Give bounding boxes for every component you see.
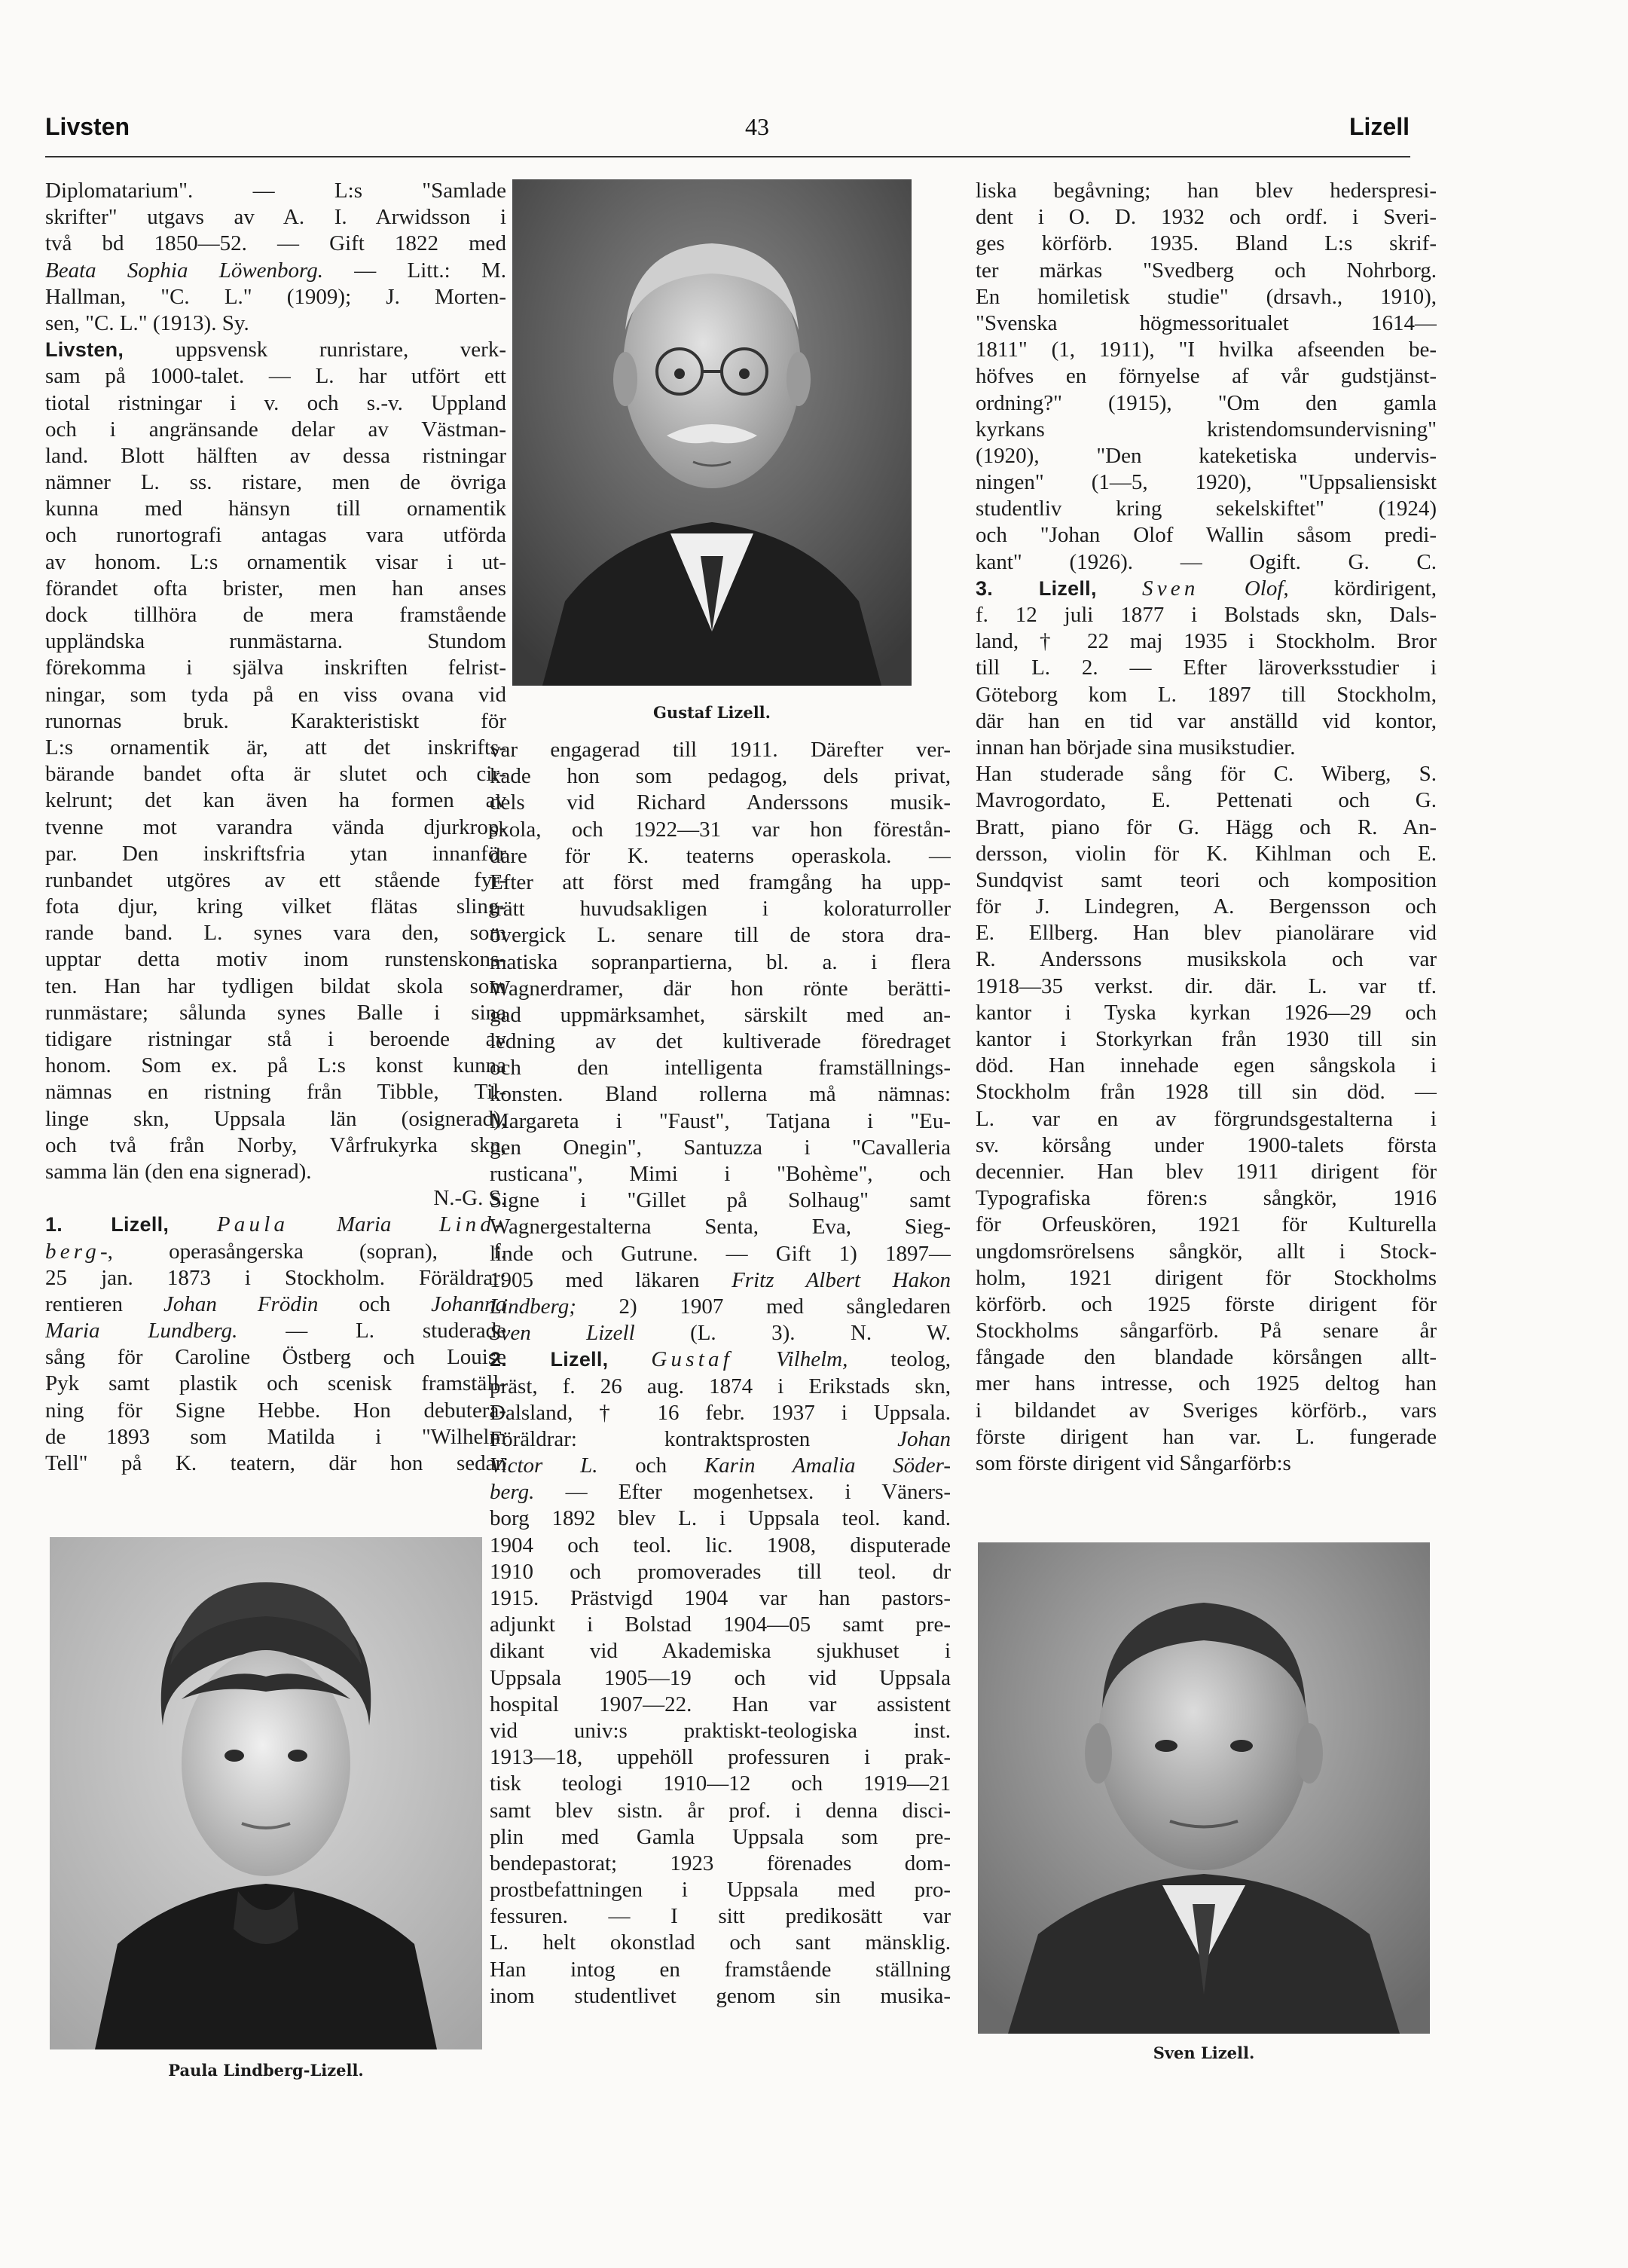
italic-text: Maria Lundberg. [45, 1319, 238, 1343]
text-line: prostbefattningen i Uppsala med pro- [490, 1878, 951, 1903]
text-line: sen, "C. L." (1913). Sy. [45, 310, 249, 335]
italic-text: Victor L. [490, 1453, 598, 1478]
text-line: nämnas en ristning från Tibble, Til- [45, 1080, 506, 1105]
text-line: och den intelligenta framställnings- [490, 1056, 951, 1081]
page-number: 43 [745, 113, 769, 140]
text-line: berg. — Efter mogenhetsex. i Väners- [490, 1480, 951, 1505]
italic-text: Lindberg; [490, 1294, 576, 1319]
text-line: tisk teologi 1910—12 och 1919—21 [490, 1771, 951, 1796]
text-line: kelrunt; det kan även ha formen av [45, 788, 506, 813]
text-line: som förste dirigent vid Sångarförb:s [976, 1451, 1291, 1475]
italic-text: Sven Lizell [490, 1321, 635, 1346]
text-line: ges körförb. 1935. Bland L:s skrif- [976, 231, 1437, 256]
text-line: ungdomsrörelsens sångkör, allt i Stock- [976, 1239, 1437, 1264]
text-line: 1915. Prästvigd 1904 var han pastors- [490, 1586, 951, 1610]
text-line: ledning av det kultiverade föredraget [490, 1029, 951, 1054]
text-line: Föräldrar: kontraktsprosten Johan [490, 1426, 951, 1451]
text-line: linge skn, Uppsala län (osignerad), [45, 1106, 506, 1131]
text-line: kantor i Storkyrkan från 1930 till sin [976, 1027, 1437, 1051]
text-line: till L. 2. — Efter läroverksstudier i [976, 656, 1437, 680]
text-line: två bd 1850—52. — Gift 1822 med [45, 231, 506, 256]
running-head-right: Lizell [1349, 113, 1410, 140]
text-line: dare för K. teaterns operaskola. — [490, 843, 951, 868]
text-line: inom studentlivet genom sin musika- [490, 1983, 951, 2008]
text-line: Diplomatarium". — L:s "Samlade [45, 179, 506, 203]
text-line: plin med Gamla Uppsala som pre- [490, 1824, 951, 1849]
spaced-name: Lind- [439, 1212, 506, 1237]
text-line: trätt huvudsakligen i koloraturroller [490, 897, 951, 922]
text-line: samma län (den ena signerad). [45, 1159, 312, 1184]
text-line: samt blev sistn. år prof. i denna disci- [490, 1798, 951, 1823]
text-line: Han intog en framstående ställning [490, 1957, 951, 1982]
text-column-left [45, 178, 506, 1477]
text-line: förekomma i själva inskriften felrist- [45, 656, 506, 680]
text-line: bendepastorat; 1923 förenades dom- [490, 1851, 951, 1875]
portrait-paula-image [50, 1537, 482, 2049]
text-line: holm, 1921 dirigent för Stockholms [976, 1265, 1437, 1290]
text-line: förste dirigent han var. L. fungerade [976, 1424, 1437, 1449]
entry-heading: Livsten, [45, 338, 124, 362]
text-line: ning för Signe Hebbe. Hon debutera- [45, 1398, 506, 1423]
text-line: skrifter" utgavs av A. I. Arwidsson i [45, 205, 506, 230]
portrait-sven-lizell [978, 1542, 1430, 2034]
spaced-name: Gustaf [651, 1347, 734, 1372]
text-column-middle [490, 737, 951, 2010]
text-line: dock tillhöra de mera framstående [45, 603, 506, 627]
text-line: fota djur, kring vilket flätas sling- [45, 894, 506, 919]
text-line: L:s ornamentik är, att det inskrifts- [45, 735, 506, 760]
caption-paula: Paula Lindberg-Lizell. [168, 2061, 364, 2080]
text-line: hospital 1907—22. Han var assistent [490, 1692, 951, 1716]
text-line: kyrkans kristendomsundervisning" [976, 417, 1437, 442]
text-line: rande band. L. synes vara den, som [45, 921, 506, 946]
text-line: innan han började sina musikstudier. [976, 735, 1296, 760]
text-line: dels vid Richard Anderssons musik- [490, 790, 951, 815]
text-line: Bratt, piano för G. Hägg och R. An- [976, 815, 1437, 839]
portrait-gustaf-lizell [512, 179, 912, 686]
text-line: nämner L. ss. ristare, men de övriga [45, 470, 506, 495]
text-line: Signe i "Gillet på Solhaug" samt [490, 1188, 951, 1213]
text-line: Efter att först med framgång ha upp- [490, 870, 951, 894]
text-line: sång för Caroline Östberg och Louise [45, 1345, 506, 1370]
text-line: 1910 och promoverades till teol. dr [490, 1559, 951, 1584]
text-line: runbandet utgöres av ett stående fyr- [45, 867, 506, 892]
spaced-name: Sven [1141, 576, 1199, 601]
text-line: fångade den blandade körsången allt- [976, 1345, 1437, 1370]
spaced-name: Paula [216, 1212, 289, 1237]
text-line: 2. Lizell, Gustaf Vilhelm, teolog, [490, 1347, 951, 1372]
text-line: R. Anderssons musikskola och var [976, 947, 1437, 972]
text-line: E. Ellberg. Han blev pianolärare vid [976, 921, 1437, 946]
text-line: rentieren Johan Frödin och Johanna [45, 1291, 506, 1316]
text-line: för J. Lindegren, A. Bergensson och [976, 894, 1437, 919]
caption-sven: Sven Lizell. [1153, 2043, 1255, 2062]
portrait-sven-image [978, 1542, 1430, 2034]
text-line: Lindberg; 2) 1907 med sångledaren [490, 1294, 951, 1319]
text-line: för Orfeuskören, 1921 för Kulturella [976, 1212, 1437, 1237]
text-line: L. var en av förgrundsgestalterna i [976, 1106, 1437, 1131]
text-line: övergick L. senare till de stora dra- [490, 923, 951, 948]
text-line: decennier. Han blev 1911 dirigent för [976, 1159, 1437, 1184]
text-line: Pyk samt plastik och scenisk framställ- [45, 1371, 506, 1396]
text-line: Margareta i "Faust", Tatjana i "Eu- [490, 1108, 951, 1133]
text-line: sv. körsång under 1900-talets första [976, 1132, 1437, 1157]
text-line: Beata Sophia Löwenborg. — Litt.: M. [45, 258, 506, 283]
text-line: par. Den inskriftsfria ytan innanför [45, 841, 506, 866]
text-line: 1905 med läkaren Fritz Albert Hakon [490, 1267, 951, 1292]
text-line: av honom. L:s ornamentik visar i ut- [45, 549, 506, 574]
text-line: honom. Som ex. på L:s konst kunna [45, 1053, 506, 1078]
text-line: bärande bandet ofta är slutet och cir- [45, 762, 506, 787]
text-line: Typografiska fören:s sångkör, 1916 [976, 1186, 1437, 1211]
text-line: berg-, operasångerska (sopran), f. [45, 1239, 506, 1264]
text-line: död. Han innehade egen sångskola i [976, 1053, 1437, 1078]
text-line: Victor L. och Karin Amalia Söder- [490, 1453, 951, 1478]
text-line: de 1893 som Matilda i "Wilhelm [45, 1424, 506, 1449]
text-line: sam på 1000-talet. — L. har utfört ett [45, 364, 506, 389]
entry-heading: 1. Lizell, [45, 1213, 170, 1236]
text-line [45, 1212, 506, 1238]
text-line: kade hon som pedagog, dels privat, [490, 764, 951, 789]
text-line: ordning?" (1915), "Om den gamla [976, 390, 1437, 415]
text-line: kantor i Tyska kyrkan 1926—29 och [976, 1000, 1437, 1025]
text-line: vid univ:s praktiskt-teologiska inst. [490, 1718, 951, 1743]
text-line: f. 12 juli 1877 i Bolstads skn, Dals- [976, 603, 1437, 627]
text-line: i bildandet av Sveriges körförb., vars [976, 1398, 1437, 1423]
text-line: skola, och 1922—31 var hon förestån- [490, 817, 951, 842]
text-line: körförb. och 1925 förste dirigent för [976, 1291, 1437, 1316]
entry-heading: 2. Lizell, [490, 1348, 609, 1371]
italic-text: Beata Sophia Löwenborg. [45, 258, 324, 283]
text-line: dikant vid Akademiska sjukhuset i [490, 1639, 951, 1664]
text-line: rusticana", Mimi i "Bohème", och [490, 1162, 951, 1186]
text-line: dent i O. D. 1932 och ordf. i Sveri- [976, 205, 1437, 230]
text-line: ten. Han har tydligen bildat skola som [45, 974, 506, 998]
text-line: En homiletisk studie" (drsavh., 1910), [976, 284, 1437, 309]
text-line: borg 1892 blev L. i Uppsala teol. kand. [490, 1506, 951, 1531]
italic-text: Johan Frödin [163, 1291, 319, 1316]
text-line: L. helt okonstlad och sant mänsklig. [490, 1930, 951, 1955]
text-line: Han studerade sång för C. Wiberg, S. [976, 762, 1437, 787]
text-line: var engagerad till 1911. Därefter ver- [490, 738, 951, 762]
text-line: 1913—18, uppehöll professuren i prak- [490, 1745, 951, 1770]
text-line: mer hans intresse, och 1925 deltog han [976, 1371, 1437, 1396]
text-column-right [976, 178, 1437, 1477]
text-line: Sundqvist samt teori och komposition [976, 867, 1437, 892]
italic-text: Johanna [431, 1291, 506, 1316]
text-line: ningar, som tyda på en viss ovana vid [45, 682, 506, 707]
text-line: matiska sopranpartierna, bl. a. i flera [490, 949, 951, 974]
text-line: ter märkas "Svedberg och Nohrborg. [976, 258, 1437, 283]
text-line: tvenne mot varandra vända djurkrop- [45, 815, 506, 839]
text-line: Hallman, "C. L." (1909); J. Morten- [45, 284, 506, 309]
text-line: Dalsland, † 16 febr. 1937 i Uppsala. [490, 1400, 951, 1425]
text-line: tiotal ristningar i v. och s.-v. Uppland [45, 390, 506, 415]
text-line: N.-G. S. [433, 1186, 506, 1211]
text-line: och "Johan Olof Wallin såsom predi- [976, 523, 1437, 548]
text-line: Livsten, uppsvensk runristare, verk- [45, 338, 506, 362]
text-line: kant" (1926). — Ogift. G. C. [976, 549, 1437, 574]
text-line: gad uppmärksamhet, särskilt med an- [490, 1002, 951, 1027]
text-line: 1811" (1, 1911), "I hvilka afseenden be- [976, 338, 1437, 362]
text-line: runornas bruk. Karakteristiskt för [45, 708, 506, 733]
text-line: Tell" på K. teatern, där hon sedan [45, 1451, 506, 1475]
text-line: där han en tid var anställd vid kontor, [976, 708, 1437, 733]
text-line: runmästare; sålunda synes Balle i sina [45, 1000, 506, 1025]
text-line: linde och Gutrune. — Gift 1) 1897— [490, 1241, 951, 1266]
text-line: Uppsala 1905—19 och vid Uppsala [490, 1665, 951, 1690]
spaced-name: berg [45, 1239, 100, 1264]
text-line: 3. Lizell, Sven Olof, kördirigent, [976, 576, 1437, 601]
text-line: höfves en förnyelse af vår gudstjänst- [976, 364, 1437, 389]
text-line: präst, f. 26 aug. 1874 i Erikstads skn, [490, 1374, 951, 1398]
text-line: Sven Lizell (L. 3). N. W. [490, 1321, 951, 1346]
text-line: 1904 och teol. lic. 1908, disputerade [490, 1533, 951, 1557]
text-line: land, † 22 maj 1935 i Stockholm. Bror [976, 629, 1437, 654]
italic-text: berg. [490, 1480, 535, 1505]
text-line: och i angränsande delar av Västman- [45, 417, 506, 442]
text-line: Wagnerdramer, där hon rönte berätti- [490, 976, 951, 1001]
text-line: 1918—35 verkst. dir. där. L. var tf. [976, 974, 1437, 998]
text-line: fessuren. — I sitt predikosätt var [490, 1904, 951, 1929]
text-line: Maria Lundberg. — L. studerade [45, 1319, 506, 1343]
text-line: uppländska runmästarna. Stundom [45, 629, 506, 654]
entry-heading: 3. Lizell, [976, 576, 1097, 600]
text-line: och två från Norby, Vårfrukyrka skn, [45, 1132, 506, 1157]
text-line: Göteborg kom L. 1897 till Stockholm, [976, 682, 1437, 707]
text-line: dersson, violin för K. Kihlman och E. [976, 841, 1437, 866]
text-line: liska begåvning; han blev hederspresi- [976, 179, 1437, 203]
text-line: Stockholms sångarförb. På senare år [976, 1319, 1437, 1343]
text-line: adjunkt i Bolstad 1904—05 samt pre- [490, 1612, 951, 1637]
italic-text: Fritz Albert Hakon [732, 1267, 951, 1292]
caption-gustaf: Gustaf Lizell. [653, 703, 771, 722]
text-line: ningen" (1—5, 1920), "Uppsaliensiskt [976, 470, 1437, 495]
italic-text: Karin Amalia Söder- [704, 1453, 951, 1478]
text-line: förandet ofta brister, men han anses [45, 576, 506, 601]
running-head-left: Livsten [45, 113, 130, 140]
text-line: upptar detta motiv inom runstenskons- [45, 947, 506, 972]
text-line: land. Blott hälften av dessa ristningar [45, 443, 506, 468]
header-rule [45, 156, 1410, 157]
text-line: Stockholm från 1928 till sin död. — [976, 1080, 1437, 1105]
text-line: Wagnergestalterna Senta, Eva, Sieg- [490, 1215, 951, 1239]
text-line: och runortografi antagas vara utförda [45, 523, 506, 548]
text-line: Mavrogordato, E. Pettenati och G. [976, 788, 1437, 813]
text-line: konsten. Bland rollerna må nämnas: [490, 1082, 951, 1107]
text-line: gen Onegin", Santuzza i "Cavalleria [490, 1135, 951, 1160]
text-line: "Svenska högmessoritualet 1614— [976, 310, 1437, 335]
portrait-gustaf-image [512, 179, 912, 686]
italic-text: Maria [336, 1212, 392, 1237]
text-line: kunna med hänsyn till ornamentik [45, 497, 506, 521]
text-line: tidigare ristningar stå i beroende av [45, 1027, 506, 1051]
italic-text: Vilhelm, [776, 1347, 848, 1372]
text-line: (1920), "Den kateketiska undervis- [976, 443, 1437, 468]
text-line: studentliv kring sekelskiftet" (1924) [976, 497, 1437, 521]
portrait-paula-lindberg-lizell [50, 1537, 482, 2049]
italic-text: Olof, [1244, 576, 1289, 601]
italic-text: Johan [897, 1426, 951, 1451]
text-line: 25 jan. 1873 i Stockholm. Föräldrar: [45, 1265, 506, 1290]
